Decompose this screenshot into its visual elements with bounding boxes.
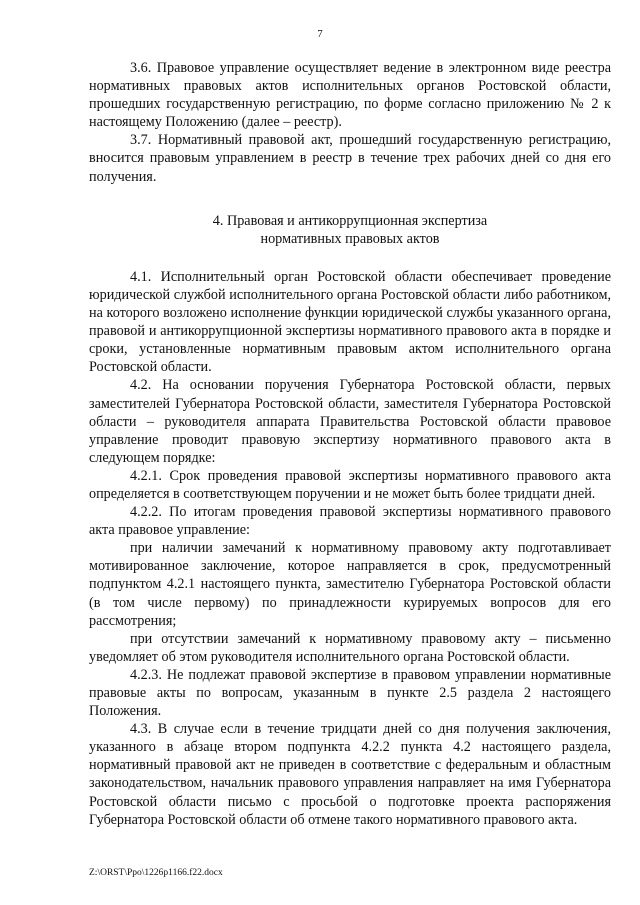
page-number: 7 xyxy=(317,28,323,40)
paragraph-4-1: 4.1. Исполнительный орган Ростовской области обеспечивает проведение юридической службой исполнительного органа Ростовской области либо работником, на которого возложено исполнение функции юридической службы указанного органа, правовой и антикоррупционной экспертизы нормативного правового акта в порядке и сроки, установленные нормативным правовым актом исполнительного органа Ростовской области. xyxy=(89,268,611,376)
paragraph-4-2: 4.2. На основании поручения Губернатора Ростовской области, первых заместителей Губернатора Ростовской области, заместителя Губернатора Ростовской области – руководителя аппарата Правительства Ростовской области правовое управление проводит правовую экспертизу нормативного правового акта в следующем порядке: xyxy=(89,377,611,466)
document-body xyxy=(89,59,611,829)
section-title-line2: нормативных правовых актов xyxy=(260,230,440,247)
paragraph-4-2-1: 4.2.1. Срок проведения правовой экспертизы нормативного правового акта определяется в соответствующем поручении и не может быть более тридцати дней. xyxy=(89,467,611,502)
paragraph-4-2-2: 4.2.2. По итогам проведения правовой экспертизы нормативного правового акта правовое управление: xyxy=(89,504,611,539)
paragraph-4-2-2-no-remarks: при отсутствии замечаний к нормативному правовому акту – письменно уведомляет об этом руководителя исполнительного органа Ростовской области. xyxy=(89,630,611,665)
paragraph-4-2-2-remarks: при наличии замечаний к нормативному правовому акту подготавливает мотивированное заключение, которое направляется в срок, предусмотренный подпунктом 4.2.1 настоящего пункта, заместителю Губернатора Ростовской области (в том числе первому) по принадлежности курируемых вопросов для его рассмотрения; xyxy=(89,540,611,629)
paragraph-4-2-3: 4.2.3. Не подлежат правовой экспертизе в правовом управлении нормативные правовые акты по вопросам, указанным в пункте 2.5 раздела 2 настоящего Положения. xyxy=(89,666,611,720)
paragraph-4-3: 4.3. В случае если в течение тридцати дней со дня получения заключения, указанного в абзаце втором подпункта 4.2.2 пункта 4.2 настоящего раздела, нормативный правовой акт не приведен в соответствие с федеральным и областным законодательством, начальник правового управления направляет на имя Губернатора Ростовской области письмо с просьбой о подготовке проекта распоряжения Губернатора Ростовской области об отмене такого нормативного правового акта. xyxy=(89,721,611,828)
paragraph-3-7: 3.7. Нормативный правовой акт, прошедший государственную регистрацию, вносится правовым управлением в реестр в течение трех рабочих дней со дня его получения. xyxy=(89,132,611,185)
section-title-line1: 4. Правовая и антикоррупционная экспертиза xyxy=(212,212,488,229)
paragraph-3-6: 3.6. Правовое управление осуществляет ведение в электронном виде реестра нормативных правовых актов исполнительных органов Ростовской области, прошедших государственную регистрацию, по форме согласно приложению № 2 к настоящему Положению (далее – реестр). xyxy=(89,60,611,131)
section-title xyxy=(89,212,611,248)
footer-file-path: Z:\ORST\Ppo\1226p1166.f22.docx xyxy=(89,868,223,878)
